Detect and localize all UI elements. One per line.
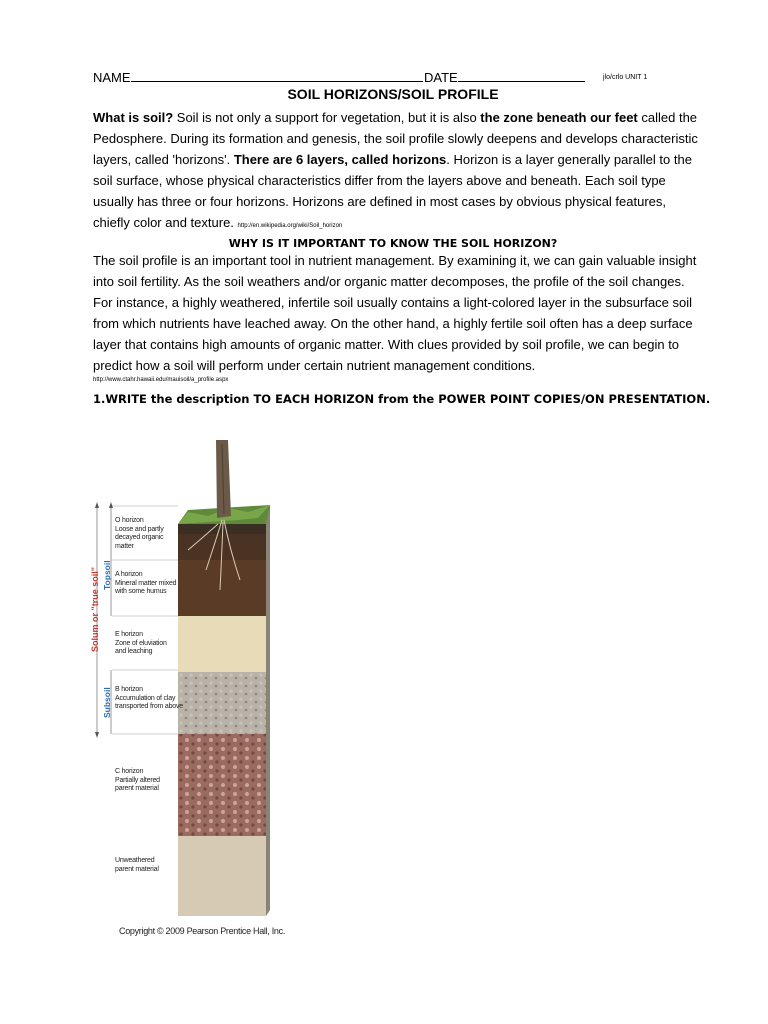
b-horizon-desc: Accumulation of clay transported from above: [115, 694, 183, 710]
intro-question: What is soil?: [93, 110, 174, 125]
o-horizon-label: [115, 517, 179, 551]
soil-column-illustration: [88, 440, 288, 920]
c-horizon-desc: Partially altered parent material: [115, 776, 160, 792]
intro-paragraph: [93, 107, 698, 237]
topsoil-label: Topsoil: [102, 560, 112, 590]
intro-source-url[interactable]: http://en.wikipedia.org/wiki/Soil_horizon: [237, 223, 343, 229]
subsoil-label: Subsoil: [102, 687, 112, 718]
name-blank[interactable]: [131, 71, 423, 82]
page-title: SOIL HORIZONS/SOIL PROFILE: [287, 86, 499, 102]
e-horizon-name: E horizon: [115, 631, 143, 638]
parent-material-desc: parent material: [115, 865, 159, 873]
why-paragraph: The soil profile is an important tool in nutrient management. By examining it, we can gain valuable insight into soil fertility. As the soil weathers and/or organic matter decomposes, the profile of the soil changes. For instance, a highly weathered, infertile soil usually contains a light-colored layer in the subsurface soil from which nutrients have leached away. On the other hand, a highly fertile soil often has a deep surface layer that contains high amounts of organic matter. With clues provided by soil profile, we can begin to predict how a soil will perform under certain nutrient management conditions.: [93, 253, 697, 373]
c-horizon-name: C horizon: [115, 768, 144, 775]
why-heading: WHY IS IT IMPORTANT TO KNOW THE SOIL HORIZON?: [228, 237, 558, 250]
c-horizon-label: [115, 768, 171, 794]
a-horizon-label: [115, 571, 181, 597]
figure-caption: Copyright © 2009 Pearson Prentice Hall, Inc.: [119, 926, 286, 936]
b-horizon-label: [115, 686, 187, 712]
e-horizon-desc: Zone of eluviation and leaching: [115, 639, 167, 655]
e-horizon-label: [115, 631, 167, 657]
soil-profile-figure: [88, 440, 288, 920]
name-label: NAME: [93, 70, 131, 85]
a-horizon-desc: Mineral matter mixed with some humus: [115, 579, 177, 595]
intro-text-3: . Horizon is a layer generally parallel to the soil surface, whose physical characteristics differ from the layers above and beneath. Each soil type usually has three or four horizons. Horizons are defined in most cases by obvious physical features, chiefly color and texture.: [93, 152, 692, 230]
date-label: DATE: [424, 70, 458, 85]
unit-tag: jlo/crlo UNIT 1: [603, 74, 648, 81]
name-field[interactable]: [93, 70, 423, 85]
parent-material-name: Unweathered: [115, 857, 155, 864]
date-blank[interactable]: [458, 71, 585, 82]
intro-text-2: called the Pedosphere. During its formation and genesis, the soil profile slowly deepens and develops characteristic layers, called 'horizons'.: [93, 110, 698, 167]
o-horizon-name: O horizon: [115, 517, 144, 524]
b-horizon-name: B horizon: [115, 686, 143, 693]
intro-bold-1: the zone beneath our feet: [480, 110, 638, 125]
date-field[interactable]: [424, 70, 585, 85]
why-source-url[interactable]: http://www.ctahr.hawaii.edu/mauisoil/a_profile.aspx: [93, 377, 229, 383]
a-horizon-name: A horizon: [115, 571, 143, 578]
intro-bold-2: There are 6 layers, called horizons: [233, 152, 447, 167]
intro-text-1: Soil is not only a support for vegetation, but it is also: [173, 110, 481, 125]
o-horizon-desc: Loose and partly decayed organic matter: [115, 525, 164, 550]
instruction-text: 1.WRITE the description TO EACH HORIZON from the POWER POINT COPIES/ON PRESENTATION.: [93, 392, 711, 406]
parent-material-label: [115, 857, 175, 874]
solum-label: Solum or "true soil": [90, 566, 100, 652]
